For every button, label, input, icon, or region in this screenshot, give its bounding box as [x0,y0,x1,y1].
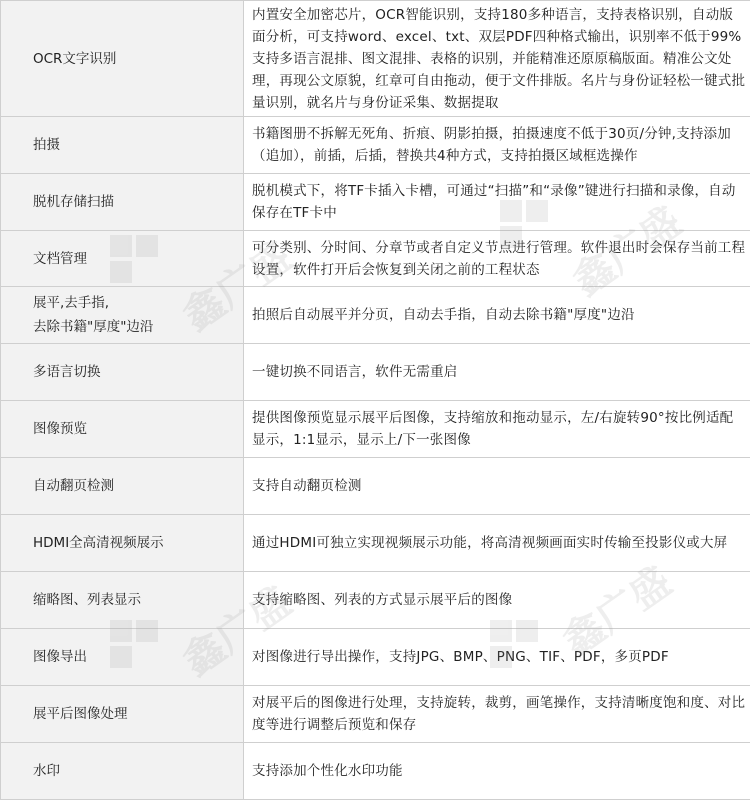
description-cell: 对图像进行导出操作，支持JPG、BMP、PNG、TIF、PDF，多页PDF [244,629,750,686]
table-row [1,287,750,344]
feature-cell: 图像导出 [1,629,244,686]
table-row [1,743,750,800]
table-row [1,401,750,458]
description-cell: 通过HDMI可独立实现视频展示功能，将高清视频画面实时传输至投影仪或大屏 [244,515,750,572]
feature-cell: 缩略图、列表显示 [1,572,244,629]
feature-cell: 文档管理 [1,231,244,287]
table-row [1,515,750,572]
description-cell: 内置安全加密芯片，OCR智能识别，支持180多种语言，支持表格识别，自动版面分析，可支持word、excel、txt、双层PDF四种格式输出，识别率不低于99%支持多语言混排、图文混排、表格的识别，并能精准还原原稿版面。精准公文处理，再现公文原貌，红章可自由拖动，便于文件排版。名片与身份证轻松一键式批量识别，就名片与身份证采集、数据提取 [244,1,750,117]
table-row [1,174,750,231]
table-row [1,344,750,401]
description-cell: 拍照后自动展平并分页，自动去手指，自动去除书籍"厚度"边沿 [244,287,750,344]
table-row [1,572,750,629]
feature-cell: 展平,去手指, 去除书籍"厚度"边沿 [1,287,244,344]
feature-cell: 水印 [1,743,244,800]
description-cell: 对展平后的图像进行处理，支持旋转，裁剪，画笔操作，支持清晰度饱和度、对比度等进行调整后预览和保存 [244,686,750,743]
description-cell: 提供图像预览显示展平后图像，支持缩放和拖动显示，左/右旋转90°按比例适配显示，1:1显示，显示上/下一张图像 [244,401,750,458]
table-row [1,117,750,174]
feature-cell: HDMI全高清视频展示 [1,515,244,572]
feature-cell: 展平后图像处理 [1,686,244,743]
description-cell: 支持自动翻页检测 [244,458,750,515]
feature-cell: 多语言切换 [1,344,244,401]
feature-cell: 脱机存储扫描 [1,174,244,231]
description-cell: 一键切换不同语言，软件无需重启 [244,344,750,401]
feature-cell: 拍摄 [1,117,244,174]
description-cell: 脱机模式下，将TF卡插入卡槽，可通过“扫描”和“录像”键进行扫描和录像，自动保存在TF卡中 [244,174,750,231]
table-row [1,231,750,287]
feature-cell: 图像预览 [1,401,244,458]
description-cell: 可分类别、分时间、分章节或者自定义节点进行管理。软件退出时会保存当前工程设置，软件打开后会恢复到关闭之前的工程状态 [244,231,750,287]
description-cell: 支持添加个性化水印功能 [244,743,750,800]
table-row [1,1,750,117]
description-cell: 书籍图册不拆解无死角、折痕、阴影拍摄，拍摄速度不低于30页/分钟,支持添加（追加），前插，后插，替换共4种方式，支持拍摄区域框选操作 [244,117,750,174]
description-cell: 支持缩略图、列表的方式显示展平后的图像 [244,572,750,629]
feature-cell: 自动翻页检测 [1,458,244,515]
table-row [1,629,750,686]
feature-cell: OCR文字识别 [1,1,244,117]
table-row [1,458,750,515]
table-row [1,686,750,743]
